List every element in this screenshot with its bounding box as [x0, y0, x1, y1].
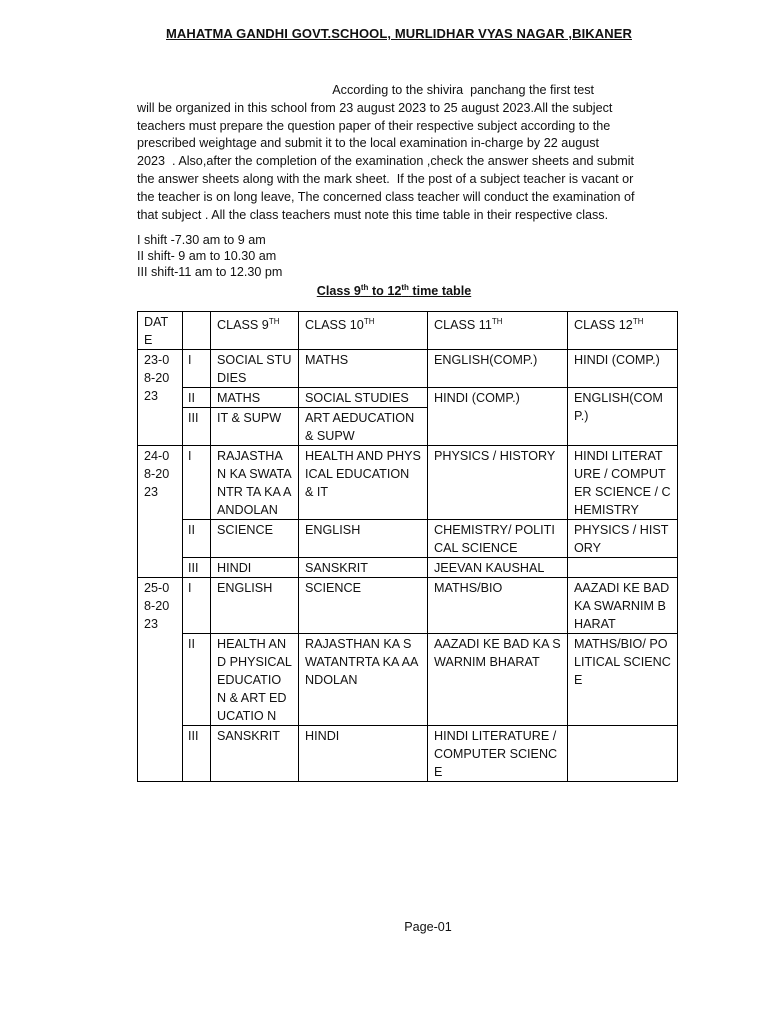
- class9-cell: HEALTH AND PHYSICAL EDUCATIO N & ART EDUCATIO N: [211, 634, 299, 726]
- shift-cell: I: [183, 578, 211, 634]
- header-date: DAT E: [138, 312, 183, 350]
- table-row: [138, 634, 678, 726]
- class12-cell: HINDI LITERATURE / COMPUTER SCIENCE / CHEMISTRY: [568, 446, 678, 520]
- class9-cell: ENGLISH: [211, 578, 299, 634]
- class10-cell: RAJASTHAN KA SWATANTRTA KA AANDOLAN: [299, 634, 428, 726]
- header-class11: CLASS 11TH: [428, 312, 568, 350]
- class11-cell: MATHS/BIO: [428, 578, 568, 634]
- class10-cell: HEALTH AND PHYSICAL EDUCATION & IT: [299, 446, 428, 520]
- table-row: [138, 350, 678, 388]
- class11-cell: HINDI (COMP.): [428, 388, 568, 446]
- class12-cell: [568, 558, 678, 578]
- shift-line: I shift -7.30 am to 9 am: [137, 233, 266, 247]
- notice-line: prescribed weightage and submit it to the local examination in-charge by 22 august: [137, 136, 600, 151]
- class11-cell: JEEVAN KAUSHAL: [428, 558, 568, 578]
- notice-line: will be organized in this school from 23 august 2023 to 25 august 2023.All the subject: [137, 100, 613, 115]
- shift-cell: II: [183, 520, 211, 558]
- class10-cell: HINDI: [299, 726, 428, 782]
- header-class10: CLASS 10TH: [299, 312, 428, 350]
- header-shift: [183, 312, 211, 350]
- shift-cell: III: [183, 558, 211, 578]
- notice-paragraph: [137, 82, 677, 224]
- table-row: [138, 558, 678, 578]
- shift-line: II shift- 9 am to 10.30 am: [137, 249, 277, 264]
- header-class9: CLASS 9TH: [211, 312, 299, 350]
- title-part: to 12: [368, 284, 402, 299]
- shift-cell: III: [183, 408, 211, 446]
- title-part: Class 9: [316, 284, 361, 299]
- class12-cell: PHYSICS / HISTORY: [568, 520, 678, 558]
- class10-cell: MATHS: [299, 350, 428, 388]
- timetable-title: [0, 283, 768, 298]
- class10-cell: SCIENCE: [299, 578, 428, 634]
- notice-line: the teacher is on long leave, The concerned class teacher will conduct the examination of: [137, 189, 635, 204]
- class12-cell: ENGLISH(COM P.): [568, 388, 678, 446]
- class11-cell: HINDI LITERATURE / COMPUTER SCIENCE: [428, 726, 568, 782]
- date-cell: 25-08-2023: [138, 578, 183, 782]
- class9-cell: RAJASTHA N KA SWATANTR TA KA AANDOLAN: [211, 446, 299, 520]
- class9-cell: SCIENCE: [211, 520, 299, 558]
- document-title: MAHATMA GANDHI GOVT.SCHOOL, MURLIDHAR VYAS NAGAR ,BIKANER: [166, 26, 632, 41]
- class12-cell: AAZADI KE BAD KA SWARNIM BHARAT: [568, 578, 678, 634]
- class11-cell: PHYSICS / HISTORY: [428, 446, 568, 520]
- table-row: [138, 446, 678, 520]
- shift-cell: II: [183, 388, 211, 408]
- notice-line: that subject . All the class teachers must note this time table in their respective class.: [137, 207, 609, 222]
- date-cell: 23-08-2023: [138, 350, 183, 446]
- shift-cell: III: [183, 726, 211, 782]
- class10-cell: SOCIAL STUDIES: [299, 388, 428, 408]
- table-row: [138, 520, 678, 558]
- table-row: [138, 388, 678, 408]
- shift-cell: I: [183, 446, 211, 520]
- table-header-row: [138, 312, 678, 350]
- class12-cell: MATHS/BIO/ POLITICAL SCIENCE: [568, 634, 678, 726]
- class12-cell: [568, 726, 678, 782]
- timetable: [137, 311, 678, 782]
- shift-timings: [137, 232, 282, 281]
- class10-cell: ENGLISH: [299, 520, 428, 558]
- notice-line: 2023 . Also,after the completion of the examination ,check the answer sheets and submit: [137, 154, 635, 169]
- class9-cell: IT & SUPW: [211, 408, 299, 446]
- title-sup: th: [360, 283, 369, 292]
- notice-line: the answer sheets along with the mark sheet. If the post of a subject teacher is vacant or: [137, 171, 634, 186]
- class10-cell: SANSKRIT: [299, 558, 428, 578]
- class11-cell: CHEMISTRY/ POLITICAL SCIENCE: [428, 520, 568, 558]
- class11-cell: ENGLISH(COMP.): [428, 350, 568, 388]
- shift-line: III shift-11 am to 12.30 pm: [137, 265, 283, 280]
- page-number: Page-01: [404, 920, 452, 934]
- shift-cell: II: [183, 634, 211, 726]
- title-sup: th: [401, 283, 409, 292]
- class10-cell: ART AEDUCATION & SUPW: [299, 408, 428, 446]
- title-part: time table: [408, 284, 472, 299]
- class9-cell: HINDI: [211, 558, 299, 578]
- class9-cell: MATHS: [211, 388, 299, 408]
- header-class12: CLASS 12TH: [568, 312, 678, 350]
- class11-cell: AAZADI KE BAD KA SWARNIM BHARAT: [428, 634, 568, 726]
- notice-line: According to the shivira panchang the first test: [137, 83, 595, 97]
- date-cell: 24-08-2023: [138, 446, 183, 578]
- class9-cell: SOCIAL STUDIES: [211, 350, 299, 388]
- table-row: [138, 578, 678, 634]
- table-row: [138, 726, 678, 782]
- class12-cell: HINDI (COMP.): [568, 350, 678, 388]
- class9-cell: SANSKRIT: [211, 726, 299, 782]
- notice-line: teachers must prepare the question paper of their respective subject according to the: [137, 118, 611, 133]
- shift-cell: I: [183, 350, 211, 388]
